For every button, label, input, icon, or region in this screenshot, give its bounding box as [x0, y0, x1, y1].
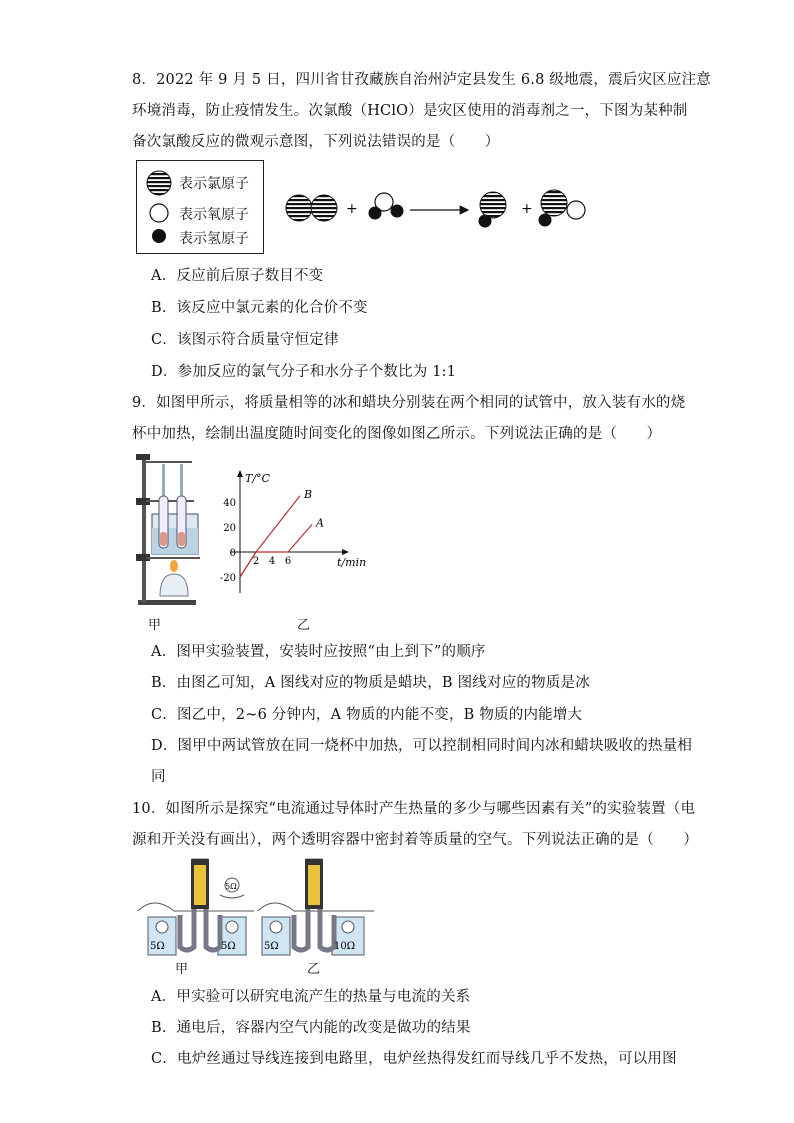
- q9-stem-line-2: 杯中加热，绘制出温度随时间变化的图像如图乙所示。下列说法正确的是（ ）: [132, 426, 662, 442]
- chart-ylabel: T/°C: [245, 472, 270, 485]
- q8-reaction-diagram: [280, 183, 600, 233]
- y-tick-label: -20: [219, 573, 236, 584]
- q10-figure-label-jia: 甲: [175, 962, 189, 977]
- q10-option-b: B．通电后，容器内空气内能的改变是做功的结果: [151, 1020, 471, 1036]
- q10-stem-line-2: 源和开关没有画出），两个透明容器中密封着等质量的空气。下列说法正确的是（ ）: [132, 832, 699, 848]
- q8-stem-line-3: 备次氯酸反应的微观示意图，下列说法错误的是（ ）: [132, 134, 500, 150]
- q9-option-d-line-2: 同: [151, 769, 166, 785]
- series-label-A: A: [316, 516, 324, 530]
- q8-legend-symbols: [143, 169, 177, 251]
- q8-option-d: D．参加反应的氯气分子和水分子个数比为 1:1: [151, 364, 457, 380]
- temperature-time-chart: [212, 468, 372, 598]
- resistor-label-1: 5Ω: [150, 941, 165, 952]
- water-molecule-icon: [369, 193, 404, 220]
- q10-figure-label-yi: 乙: [307, 962, 321, 977]
- q10-option-c: C．电炉丝通过导线连接到电路里，电炉丝热得发红而导线几乎不发热，可以用图: [151, 1051, 677, 1067]
- legend-chlorine-label: 表示氯原子: [179, 176, 249, 192]
- q8-option-c: C．该图示符合质量守恒定律: [151, 332, 339, 348]
- q8-stem-line-2: 环境消毒，防止疫情发生。次氯酸（HClO）是灾区使用的消毒剂之一，下图为某种制: [132, 103, 688, 119]
- hydrogen-atom-icon: [152, 229, 166, 243]
- q10-stem-line-1: 10．如图所示是探究“电流通过导体时产生热量的多少与哪些因素有关”的实验装置（电: [132, 801, 696, 817]
- q8-stem-line-1: 8．2022 年 9 月 5 日，四川省甘孜藏族自治州泸定县发生 6.8 级地震，震后灾区应注意: [132, 72, 711, 88]
- oxygen-atom-icon: [150, 204, 168, 222]
- hclo-molecule-icon: [539, 190, 586, 227]
- legend-hydrogen-label: 表示氢原子: [179, 231, 249, 247]
- y-tick-label: 0: [229, 548, 236, 559]
- chart-xlabel: t/min: [337, 556, 367, 569]
- q8-option-b: B．该反应中氯元素的化合价不变: [151, 300, 368, 316]
- q9-figure-label-jia: 甲: [148, 618, 162, 633]
- q8-option-a: A．反应前后原子数目不变: [151, 268, 324, 284]
- q9-option-b: B．由图乙可知，A 图线对应的物质是蜡块，B 图线对应的物质是冰: [151, 675, 590, 691]
- y-tick-label: 20: [223, 523, 236, 534]
- chlorine-molecule-icon: [286, 195, 337, 221]
- heating-apparatus-figure: [130, 448, 210, 606]
- resistor-label-3: 5Ω: [225, 882, 237, 891]
- q8-legend-box: [136, 160, 264, 254]
- plus-sign-2: +: [521, 201, 533, 217]
- legend-oxygen-label: 表示氧原子: [179, 207, 249, 223]
- q9-figure-label-yi: 乙: [297, 618, 311, 633]
- series-label-B: B: [304, 487, 313, 501]
- q9-stem-line-1: 9．如图甲所示，将质量相等的冰和蜡块分别装在两个相同的试管中，放入装有水的烧: [132, 395, 686, 411]
- q9-option-c: C．图乙中，2~6 分钟内，A 物质的内能不变，B 物质的内能增大: [151, 707, 583, 723]
- x-tick-label: 2: [252, 556, 260, 567]
- hcl-molecule-icon: [479, 192, 507, 228]
- q9-option-a: A．图甲实验装置，安装时应按照“由上到下”的顺序: [151, 644, 486, 660]
- q10-option-a: A．甲实验可以研究电流产生的热量与电流的关系: [151, 989, 471, 1005]
- x-tick-label: 4: [268, 556, 276, 567]
- q9-option-d-line-1: D．图甲中两试管放在同一烧杯中加热，可以控制相同时间内冰和蜡块吸收的热量相: [151, 738, 693, 754]
- x-tick-label: 6: [284, 556, 292, 567]
- plus-sign-1: +: [346, 201, 358, 217]
- resistor-label-5: 10Ω: [334, 941, 356, 952]
- resistor-label-2: 5Ω: [221, 941, 236, 952]
- joule-heating-apparatus-figure: [134, 855, 378, 957]
- y-tick-label: 40: [223, 498, 236, 509]
- resistor-label-4: 5Ω: [264, 941, 279, 952]
- chlorine-atom-icon: [147, 171, 171, 195]
- series-line-A: [240, 525, 312, 578]
